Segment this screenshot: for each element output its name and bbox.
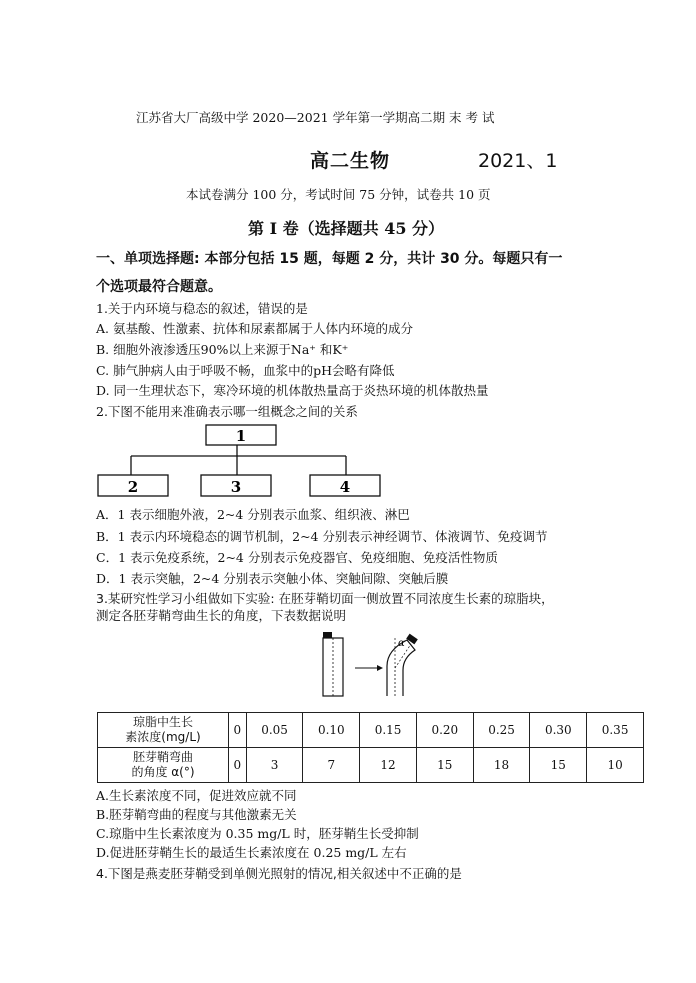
concept-tree-diagram [96, 422, 416, 502]
q2-option-c: C．1 表示免疫系统，2~4 分别表示免疫器官、免疫细胞、免疫活性物质 [96, 550, 498, 565]
q1-stem: 1.关于内环境与稳态的叙述，错误的是 [96, 301, 308, 316]
table-row [98, 748, 644, 783]
table-cell: 15 [416, 748, 473, 783]
q2-option-a: A．1 表示细胞外液，2~4 分别表示血浆、组织液、淋巴 [96, 507, 410, 522]
table-cell: 0.10 [303, 713, 360, 748]
diagram-label-2: 2 [127, 478, 139, 496]
agar-block [323, 632, 332, 638]
row-header-concentration [98, 713, 229, 748]
q3-stem-line2: 测定各胚芽鞘弯曲生长的角度，下表数据说明 [96, 608, 347, 623]
table-cell: 0 [229, 713, 247, 748]
q3-option-b: B.胚芽鞘弯曲的程度与其他激素无关 [96, 807, 297, 822]
volume-title: 第 I 卷（选择题共 45 分） [248, 219, 445, 238]
q2-option-b: B．1 表示内环境稳态的调节机制，2~4 分别表示神经调节、体液调节、免疫调节 [96, 529, 548, 544]
angle-alpha-label: α [398, 638, 405, 649]
q3-stem-line1: 3.某研究性学习小组做如下实验: 在胚芽鞘切面一侧放置不同浓度生长素的琼脂块， [96, 591, 554, 606]
q2-stem: 2.下图不能用来准确表示哪一组概念之间的关系 [96, 404, 358, 419]
subject-title: 高二生物 [310, 150, 391, 172]
q1-option-b: B. 细胞外液渗透压90%以上来源于Na⁺ 和K⁺ [96, 342, 349, 357]
coleoptile-bending-figure [315, 628, 455, 708]
table-cell: 0.25 [473, 713, 530, 748]
table-cell: 0.35 [587, 713, 644, 748]
table-cell: 3 [246, 748, 303, 783]
row-header-text: 胚芽鞘弯曲 [132, 750, 193, 764]
diagram-label-4: 4 [339, 478, 351, 496]
table-cell: 15 [530, 748, 587, 783]
table-row [98, 713, 644, 748]
table-cell: 0.15 [360, 713, 417, 748]
table-cell: 0 [229, 748, 247, 783]
row-header-text: 素浓度(mg/L) [125, 730, 201, 744]
table-cell: 0.05 [246, 713, 303, 748]
q1-option-c: C. 肺气肿病人由于呼吸不畅，血浆中的pH会略有降低 [96, 363, 395, 378]
table-cell: 7 [303, 748, 360, 783]
q1-option-a: A. 氨基酸、性激素、抗体和尿素都属于人体内环境的成分 [96, 321, 413, 336]
school-exam-line: 江苏省大厂高级中学 2020—2021 学年第一学期高二期 末 考 试 [136, 110, 495, 125]
diagram-label-1: 1 [235, 427, 247, 445]
row-header-angle [98, 748, 229, 783]
row-header-text: 琼脂中生长 [132, 715, 193, 729]
table-cell: 18 [473, 748, 530, 783]
table-cell: 10 [587, 748, 644, 783]
q2-option-d: D．1 表示突触，2~4 分别表示突触小体、突触间隙、突触后膜 [96, 571, 449, 586]
section-instruction-line2: 个选项最符合题意。 [96, 279, 222, 295]
q3-option-a: A.生长素浓度不同，促进效应就不同 [96, 788, 297, 803]
table-cell: 12 [360, 748, 417, 783]
table-cell: 0.30 [530, 713, 587, 748]
row-header-text: 的角度 α(°) [131, 765, 195, 779]
section-instruction-line1: 一、单项选择题: 本部分包括 15 题，每题 2 分，共计 30 分。每题只有一 [96, 251, 563, 267]
diagram-label-3: 3 [230, 478, 242, 496]
q4-stem: 4.下图是燕麦胚芽鞘受到单侧光照射的情况,相关叙述中不正确的是 [96, 866, 462, 881]
exam-info: 本试卷满分 100 分，考试时间 75 分钟，试卷共 10 页 [186, 187, 491, 202]
q3-option-c: C.琼脂中生长素浓度为 0.35 mg/L 时，胚芽鞘生长受抑制 [96, 826, 419, 841]
exam-date: 2021、1 [478, 150, 558, 172]
q3-option-d: D.促进胚芽鞘生长的最适生长素浓度在 0.25 mg/L 左右 [96, 845, 407, 860]
auxin-data-table [97, 712, 644, 783]
q1-option-d: D. 同一生理状态下，寒冷环境的机体散热量高于炎热环境的机体散热量 [96, 383, 489, 398]
table-cell: 0.20 [416, 713, 473, 748]
